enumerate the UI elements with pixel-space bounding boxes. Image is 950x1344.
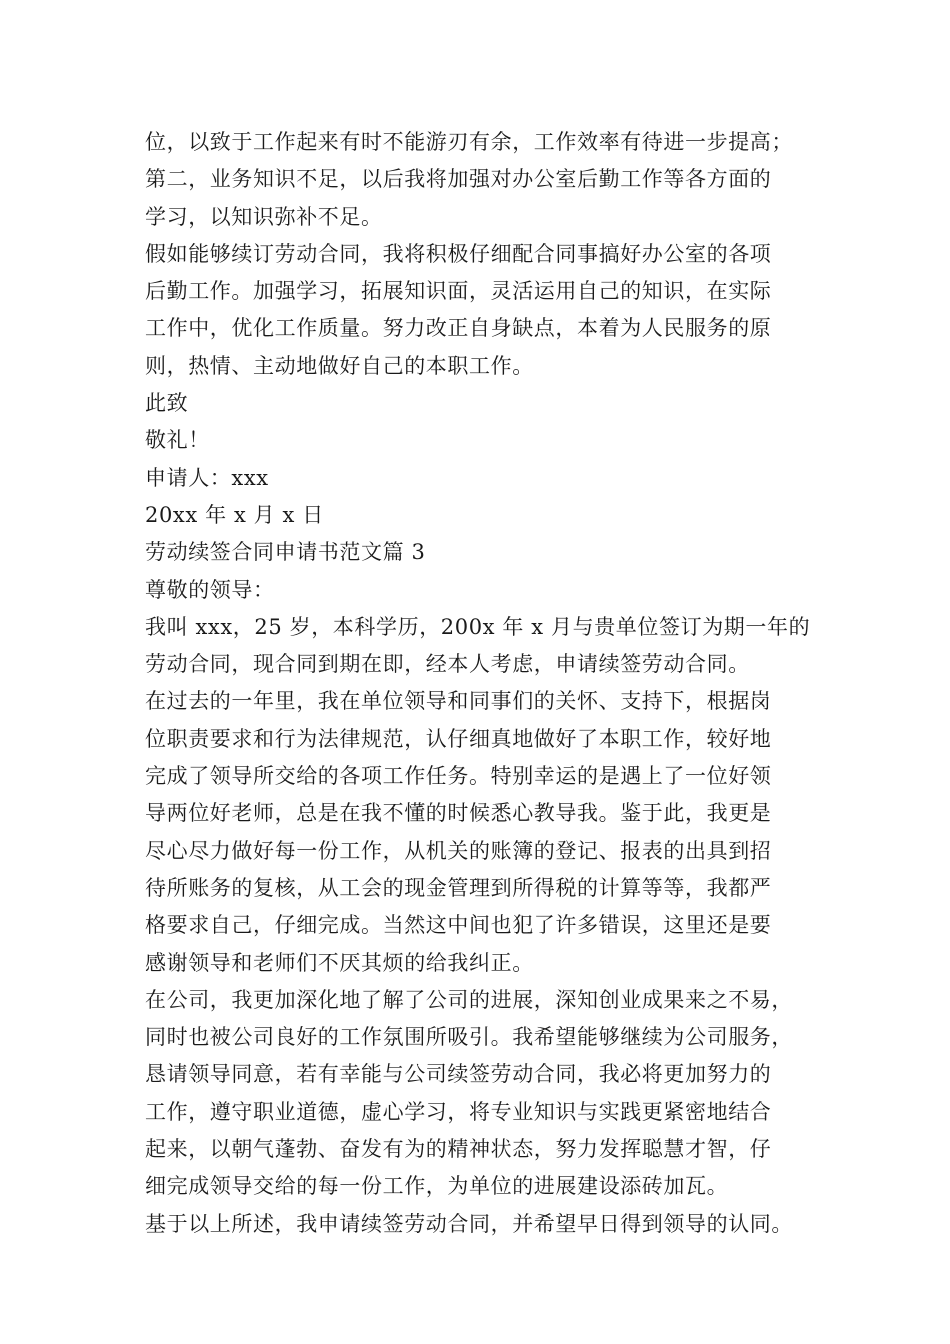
text-line: 工作，遵守职业道德，虚心学习，将专业知识与实践更紧密地结合 [145,1099,772,1124]
text-line: 格要求自己，仔细完成。当然这中间也犯了许多错误，这里还是要 [145,913,772,938]
text-line: 后勤工作。加强学习，拓展知识面，灵活运用自己的知识，在实际 [145,279,772,304]
text-line: 假如能够续订劳动合同，我将积极仔细配合同事搞好办公室的各项 [145,241,772,266]
text-line: 恳请领导同意，若有幸能与公司续签劳动合同，我必将更加努力的 [145,1062,772,1087]
text-line: 尽心尽力做好每一份工作，从机关的账簿的登记、报表的出具到招 [145,838,772,863]
text-line: 位职责要求和行为法律规范，认仔细真地做好了本职工作，较好地 [145,726,772,751]
text-line: 起来，以朝气蓬勃、奋发有为的精神状态，努力发挥聪慧才智，仔 [145,1137,772,1162]
text-line: 感谢领导和老师们不厌其烦的给我纠正。 [145,950,534,975]
text-line: 劳动合同，现合同到期在即，经本人考虑，申请续签劳动合同。 [145,652,750,677]
section-title: 劳动续签合同申请书范文篇 3 [145,540,426,565]
text-line: 基于以上所述，我申请续签劳动合同，并希望早日得到领导的认同。 [145,1211,793,1236]
text-line: 细完成领导交给的每一份工作，为单位的进展建设添砖加瓦。 [145,1174,729,1199]
date-line: 20xx 年 x 月 x 日 [145,502,324,527]
text-line: 同时也被公司良好的工作氛围所吸引。我希望能够继续为公司服务， [145,1025,793,1050]
text-line: 在过去的一年里，我在单位领导和同事们的关怀、支持下，根据岗 [145,689,772,714]
closing-regards: 敬礼！ [145,428,210,453]
text-line: 则，热情、主动地做好自己的本职工作。 [145,353,534,378]
text-line: 导两位好老师，总是在我不懂的时候悉心教导我。鉴于此，我更是 [145,801,772,826]
text-line: 在公司，我更加深化地了解了公司的进展，深知创业成果来之不易， [145,987,793,1012]
document-body [145,124,825,1243]
text-line: 第二，业务知识不足，以后我将加强对办公室后勤工作等各方面的 [145,167,772,192]
text-line: 我叫 xxx，25 岁，本科学历，200x 年 x 月与贵单位签订为期一年的 [145,614,811,639]
text-line: 完成了领导所交给的各项工作任务。特别幸运的是遇上了一位好领 [145,764,772,789]
text-line: 学习，以知识弥补不足。 [145,204,383,229]
text-line: 工作中，优化工作质量。努力改正自身缺点，本着为人民服务的原 [145,316,772,341]
greeting-line: 尊敬的领导： [145,577,275,602]
closing-salutation: 此致 [145,391,189,416]
text-line: 位，以致于工作起来有时不能游刃有余，工作效率有待进一步提高； [145,130,793,154]
text-line: 待所账务的复核，从工会的现金管理到所得税的计算等等，我都严 [145,875,772,900]
applicant-line: 申请人：xxx [145,465,269,490]
